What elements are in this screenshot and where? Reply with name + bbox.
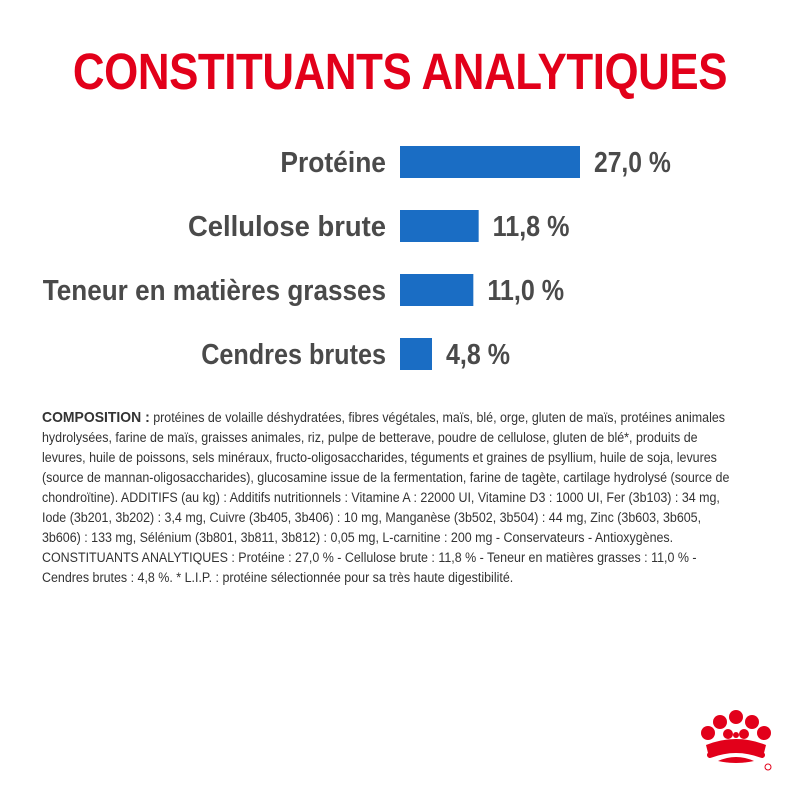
crown-icon (698, 705, 774, 775)
category-label-cellulose-brute: Cellulose brute (188, 211, 386, 243)
value-label-teneur-en-matieres-grasses: 11,0 % (487, 275, 565, 307)
value-label-proteine: 27,0 % (594, 147, 671, 179)
bar-proteine (400, 146, 580, 178)
composition-body: protéines de volaille déshydratées, fibres végétales, maïs, blé, orge, gluten de maïs, protéines animales hydrolysées, farine de maïs, graisses animales, riz, pulpe de betterave, poudre de cellulose, gluten de blé*, produits de levures, huile de poissons, sels minéraux, fructo-oligosaccharides, téguments et graines de psyllium, huile de soja, levures (source de mannan-oligosaccharides), glucosamine issue de la fermentation, farine de tagète, cartilage hydrolysé (source de chondroïtine). ADDITIFS (au kg) : Additifs nutritionnels : Vitamine A : 22000 UI, Vitamine D3 : 1000 UI, Fer (3b103) : 34 mg, Iode (3b201, 3b202) : 3,4 mg, Cuivre (3b405, 3b406) : 10 mg, Manganèse (3b502, 3b504) : 44 mg, Zinc (3b603, 3b605, 3b606) : 133 mg, Sélénium (3b801, 3b811, 3b812) : 0,05 mg, L-carnitine : 200 mg - Conservateurs - Antioxygènes. CONSTITUANTS ANALYTIQUES : Protéine : 27,0 % - Cellulose brute : 11,8 % - Teneur en matières grasses : 11,0 % - Cendres brutes : 4,8 %. * L.I.P. : protéine sélectionnée pour sa très haute digestibilité. (42, 410, 730, 585)
category-label-cendres-brutes: Cendres brutes (201, 339, 386, 371)
page-title: CONSTITUANTS ANALYTIQUES (72, 43, 728, 100)
bar-cendres-brutes (400, 338, 432, 370)
composition-text-block (42, 408, 730, 588)
category-label-proteine: Protéine (280, 147, 386, 179)
bar-cellulose-brute (400, 210, 479, 242)
category-label-teneur-en-matieres-grasses: Teneur en matières grasses (42, 275, 386, 307)
composition-title: COMPOSITION : (42, 409, 150, 426)
nutrient-bar-chart (0, 130, 800, 390)
value-label-cendres-brutes: 4,8 % (446, 339, 511, 371)
bar-teneur-en-matieres-grasses (400, 274, 473, 306)
value-label-cellulose-brute: 11,8 % (492, 211, 570, 243)
